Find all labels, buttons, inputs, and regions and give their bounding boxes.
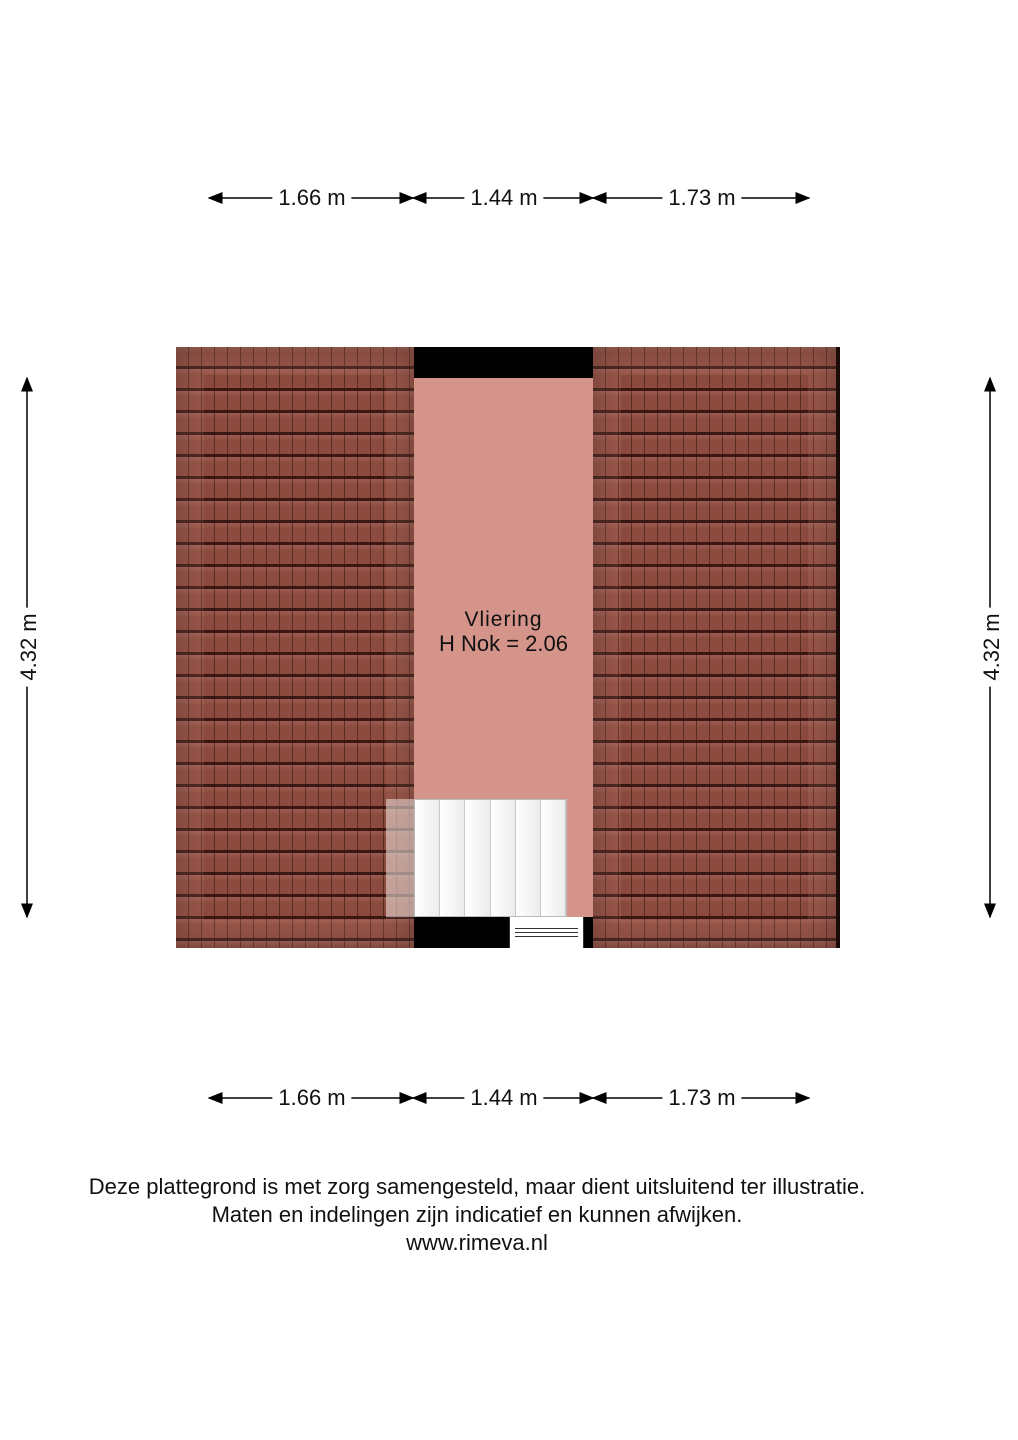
roof-right	[593, 347, 840, 948]
floor-plan	[176, 347, 840, 948]
stair-tread	[440, 800, 465, 916]
stairs-shadow	[386, 799, 414, 917]
disclaimer-line-1: Deze plattegrond is met zorg samengesteld, maar dient uitsluitend ter illustratie.	[88, 1174, 866, 1199]
dim-top-1-label: 1.66 m	[272, 185, 351, 211]
roof-left	[176, 347, 414, 948]
stair-tread	[491, 800, 516, 916]
dim-bottom-2-label: 1.44 m	[464, 1085, 543, 1111]
dim-bottom-1-label: 1.66 m	[272, 1085, 351, 1111]
dim-left-label: 4.32 m	[16, 607, 42, 686]
website-link[interactable]: www.rimeva.nl	[406, 1230, 548, 1255]
disclaimer	[0, 1173, 954, 1257]
dim-top-3-label: 1.73 m	[662, 185, 741, 211]
dim-bottom-3-label: 1.73 m	[662, 1085, 741, 1111]
room-height: H Nok = 2.06	[438, 631, 568, 656]
stair-tread	[541, 800, 566, 916]
stair-tread	[415, 800, 440, 916]
wall-bottom-left	[414, 917, 509, 948]
stairs	[414, 799, 567, 917]
hatch-opening	[509, 917, 584, 948]
dim-top-2-label: 1.44 m	[464, 185, 543, 211]
room-name: Vliering	[464, 608, 543, 631]
stair-tread	[516, 800, 541, 916]
disclaimer-line-2: Maten en indelingen zijn indicatief en kunnen afwijken.	[211, 1202, 743, 1227]
wall-bottom-right	[584, 917, 593, 948]
dim-right-label: 4.32 m	[979, 607, 1005, 686]
wall-top	[414, 347, 593, 378]
stair-tread	[465, 800, 490, 916]
